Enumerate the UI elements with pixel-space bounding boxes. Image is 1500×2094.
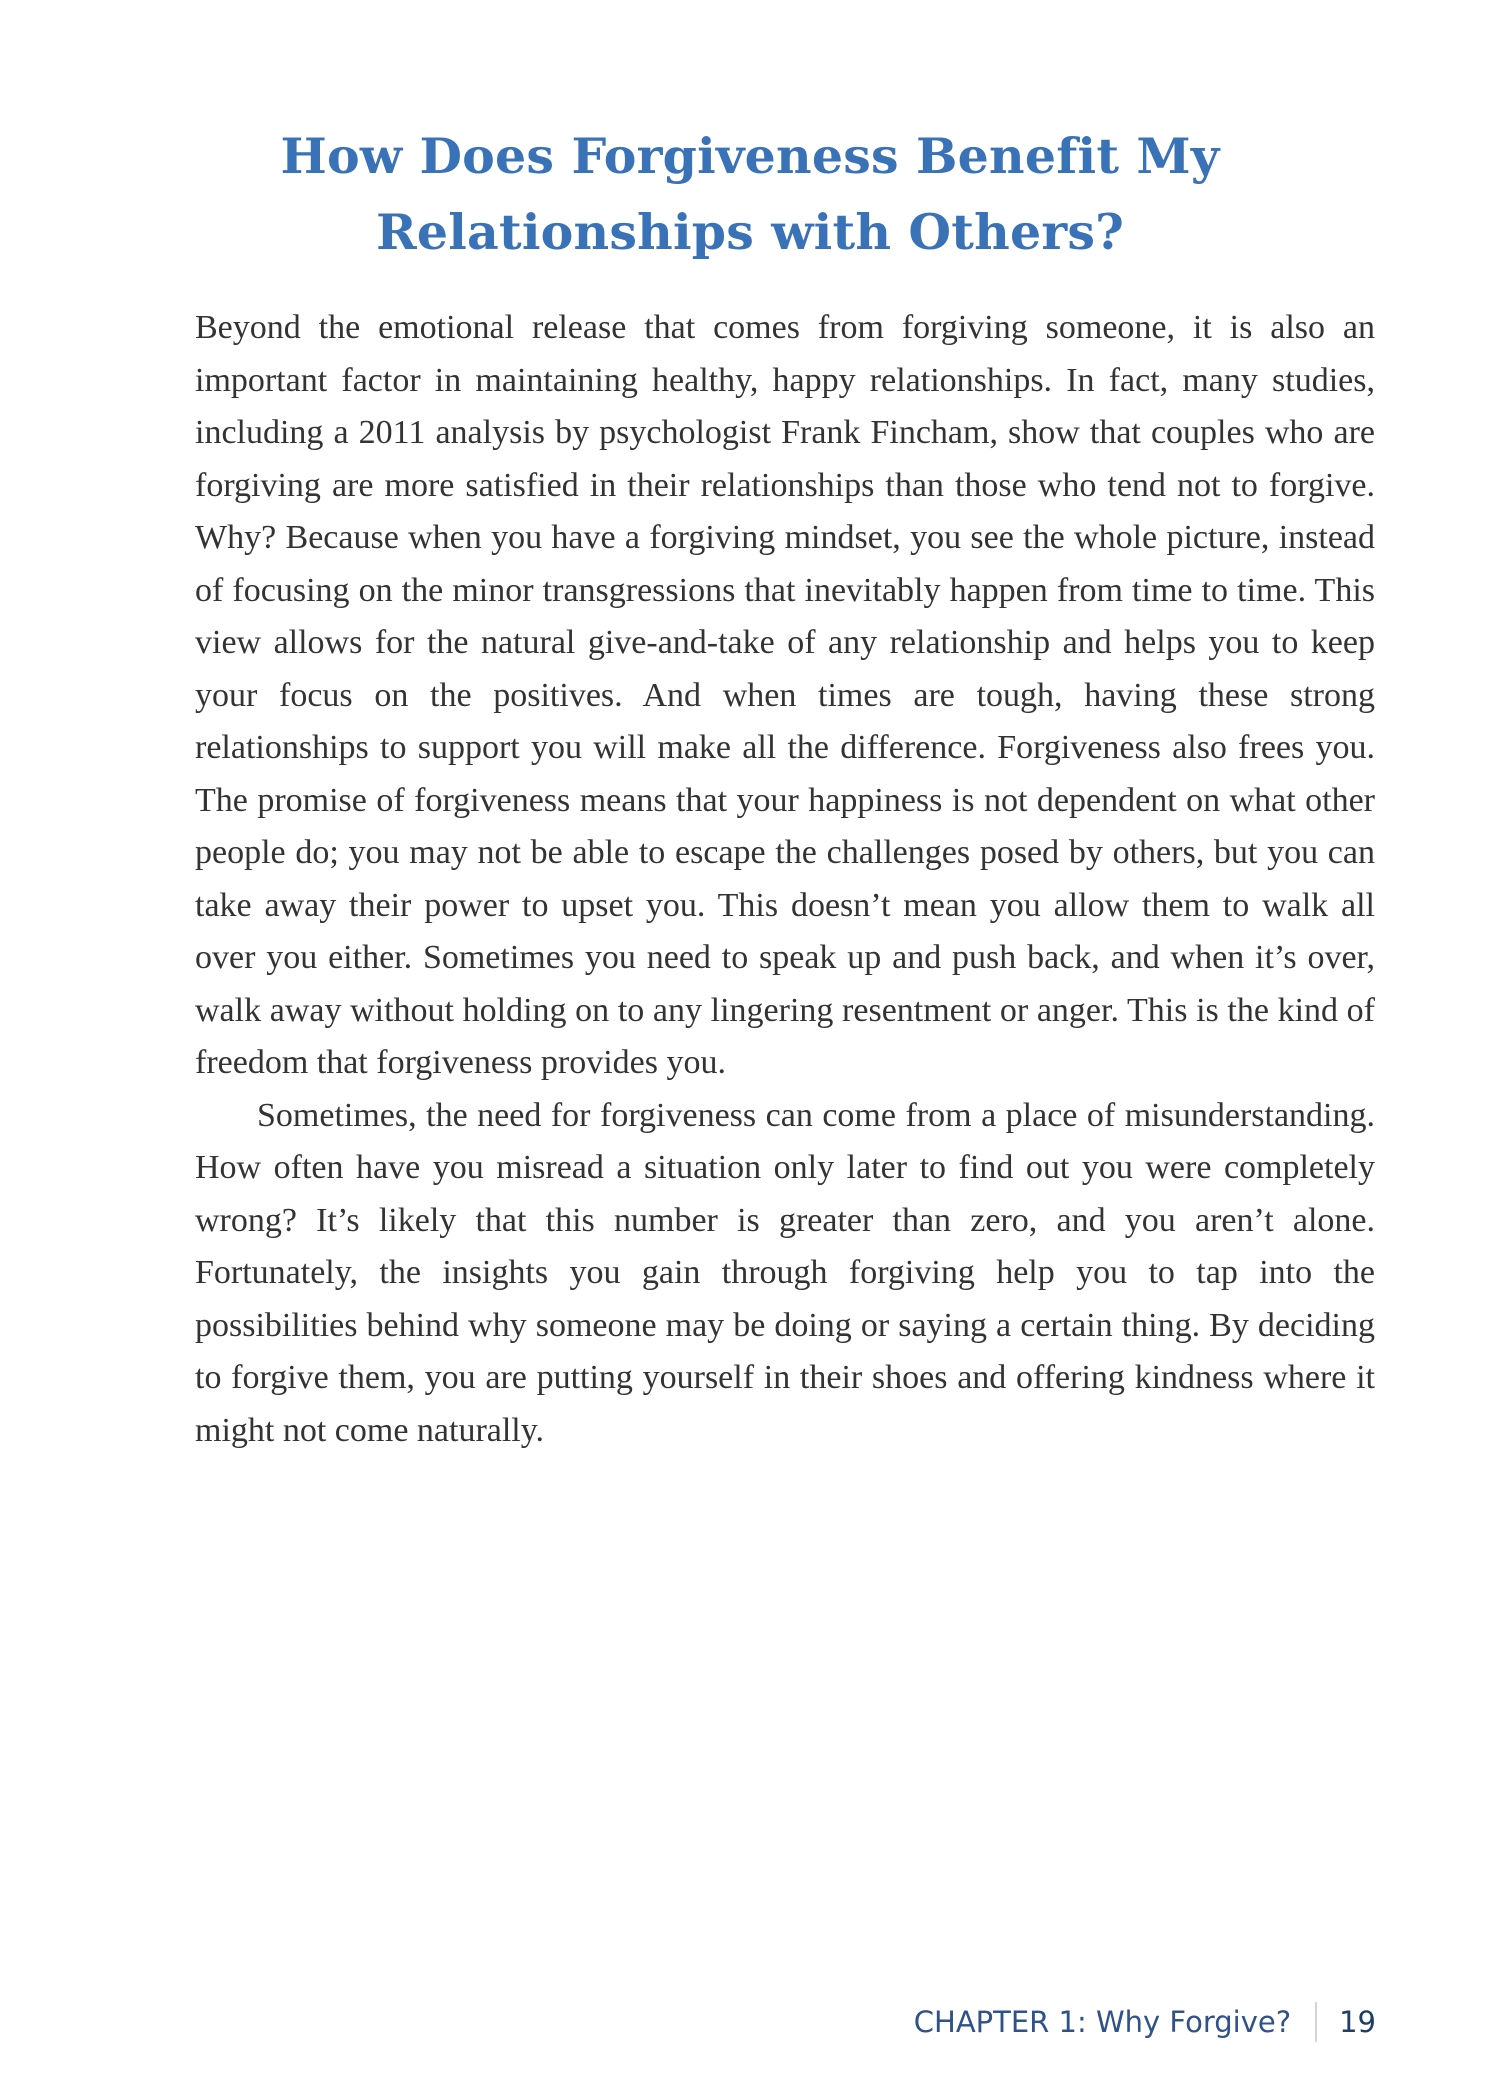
title-line-1: How Does Forgiveness Benefit My (280, 127, 1220, 185)
body-text (195, 302, 1375, 1457)
paragraph-1: Beyond the emotional release that comes from forgiving someone, it is also an important factor in maintaining healthy, happy relationships. In fact, many studies, including a 2011 analysis by psychologist Frank Fincham, show that couples who are forgiving are more satisfied in their relationships than those who tend not to forgive. Why? Because when you have a forgiving mindset, you see the whole picture, instead of focusing on the minor transgressions that inevitably happen from time to time. This view allows for the natural give-and-take of any relationship and helps you to keep your focus on the positives. And when times are tough, having these strong relationships to support you will make all the difference. Forgiveness also frees you. The promise of forgiveness means that your happiness is not dependent on what other people do; you may not be able to escape the challenges posed by others, but you can take away their power to upset you. This doesn’t mean you allow them to walk all over you either. Sometimes you need to speak up and push back, and when it’s over, walk away without holding on to any lingering resentment or anger. This is the kind of freedom that forgiveness provides you. (195, 309, 1375, 1081)
page-footer (914, 2002, 1376, 2042)
page-title (195, 118, 1305, 270)
paragraph-2: Sometimes, the need for forgiveness can come from a place of misunderstanding. How often have you misread a situation only later to find out you were completely wrong? It’s likely that this number is greater than zero, and you aren’t alone. Fortunately, the insights you gain through forgiving help you to tap into the possibilities behind why someone may be doing or saying a certain thing. By deciding to forgive them, you are putting yourself in their shoes and offering kindness where it might not come naturally. (195, 1096, 1375, 1449)
footer-divider (1315, 2002, 1317, 2042)
page-number: 19 (1339, 2005, 1376, 2039)
chapter-label: CHAPTER 1: Why Forgive? (913, 2005, 1292, 2039)
title-line-2: Relationships with Others? (375, 203, 1125, 261)
